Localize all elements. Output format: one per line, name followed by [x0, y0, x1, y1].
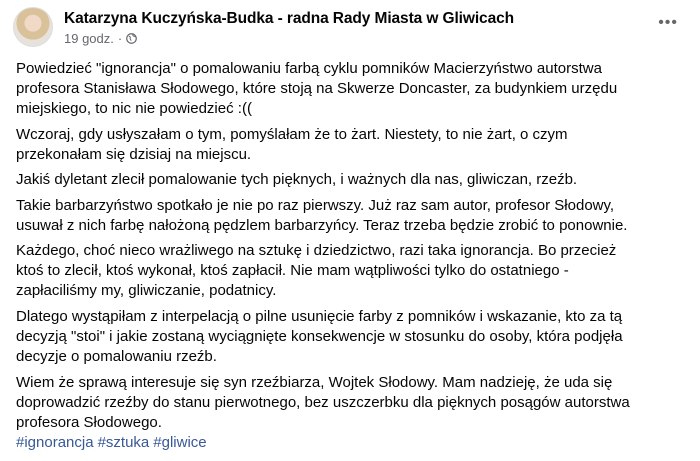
paragraph-line: miejskiego, to nic nie powiedzieć :(( [16, 100, 252, 117]
post-time[interactable]: 19 godz. [64, 31, 114, 46]
paragraph-line: ktoś to zlecił, ktoś wykonał, ktoś zapłacił. Nie mam wątpliwości tylko do ostatniego - [16, 262, 569, 280]
paragraph-line: decyzje o pomalowaniu rzeźb. [16, 347, 217, 365]
post-meta [64, 31, 137, 46]
paragraph-line: usuwał z nich farbę nałożoną pędzlem barbarzyńcy. Teraz trzeba będzie zrobić to ponownie. [16, 216, 628, 234]
paragraph-line: przekonałam się dzisiaj na miejscu. [16, 145, 252, 163]
post-body [16, 59, 696, 458]
paragraph-line: Jakiś dyletant zlecił pomalowanie tych pięknych, i ważnych dla nas, gliwiczan, rzeźb. [16, 171, 578, 189]
post-paragraph [16, 307, 696, 367]
paragraph-line: profesora Stanisława Słodowego, które stoją na Skwerze Doncaster, za budynkiem urzędu [16, 80, 618, 97]
more-options-button[interactable]: ••• [658, 14, 678, 31]
globe-icon[interactable] [126, 33, 137, 44]
post-paragraph [16, 241, 696, 301]
post-paragraph [16, 125, 696, 165]
hashtag-link[interactable]: #ignorancja [16, 433, 94, 451]
post-paragraph [16, 373, 696, 453]
post-paragraph [16, 59, 696, 119]
paragraph-line: zapłaciliśmy my, gliwiczanie, podatnicy. [16, 282, 277, 300]
hashtag-link[interactable]: #sztuka [97, 433, 150, 451]
paragraph-line: Takie barbarzyństwo spotkało je nie po raz pierwszy. Już raz sam autor, profesor Słodowy, [16, 196, 615, 214]
separator: · [117, 31, 123, 46]
paragraph-line: doprowadzić rzeźby do stanu pierwotnego, bez uszczerbku dla pięknych posągów autorstwa [16, 393, 630, 411]
paragraph-line: Każdego, choć nieco wrażliwego na sztukę i dziedzictwo, razi taka ignorancja. Bo przecież [16, 242, 617, 260]
post-paragraph [16, 170, 696, 190]
paragraph-line: Wczoraj, gdy usłyszałam o tym, pomyślałam że to żart. Niestety, to nie żart, o czym [16, 125, 568, 143]
post-paragraph [16, 196, 696, 236]
paragraph-line: profesora Słodowego. [16, 413, 162, 431]
hashtags [16, 433, 696, 453]
author-name[interactable]: Katarzyna Kuczyńska-Budka - radna Rady Miasta w Gliwicach [64, 10, 514, 27]
avatar[interactable] [13, 7, 53, 47]
paragraph-line: Powiedzieć "ignorancja" o pomalowaniu farbą cyklu pomników Macierzyństwo autorstwa [16, 60, 602, 77]
paragraph-line: Dlatego wystąpiłam z interpelacją o pilne usunięcie farby z pomników i wskazanie, kto za tą [16, 307, 623, 325]
paragraph-line: Wiem że sprawą interesuje się syn rzeźbiarza, Wojtek Słodowy. Mam nadzieję, że uda się [16, 373, 613, 391]
hashtag-link[interactable]: #gliwice [153, 433, 207, 451]
paragraph-line: decyzją "stoi" i jakie zostaną wyciągnięte konsekwencje w stosunku do osoby, która podjęła [16, 327, 623, 345]
